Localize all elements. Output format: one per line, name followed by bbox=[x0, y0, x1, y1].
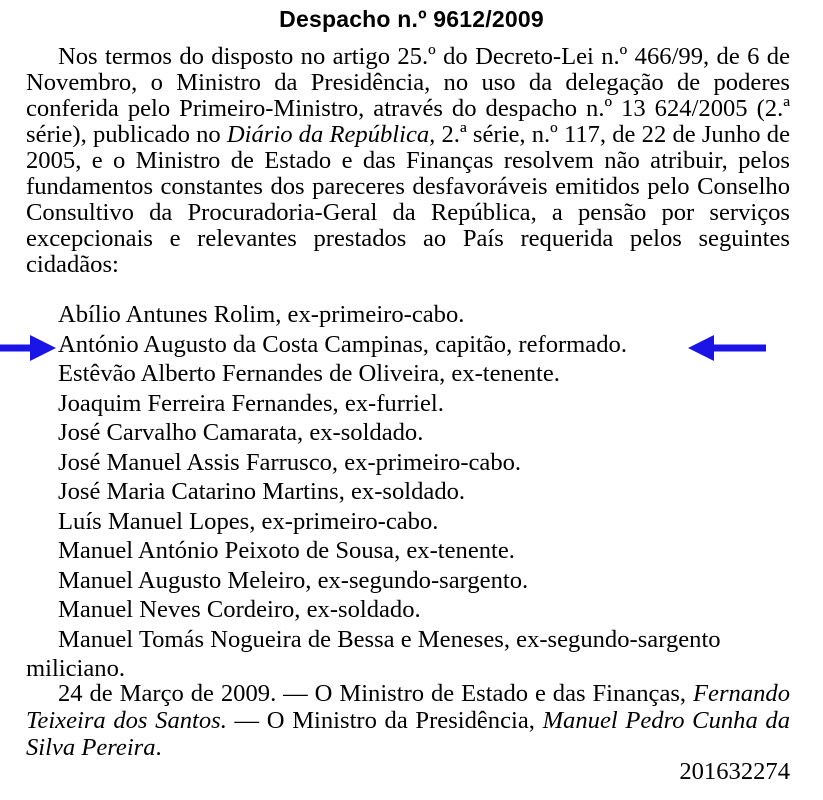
list-item: Manuel António Peixoto de Sousa, ex-tenente. bbox=[58, 537, 515, 564]
signer-finance-minister: Fernando Teixeira dos Santos. bbox=[26, 680, 790, 734]
list-item: Luís Manuel Lopes, ex-primeiro-cabo. bbox=[58, 507, 439, 535]
closing-paragraph bbox=[26, 680, 790, 761]
list-item-last-line2: miliciano. bbox=[26, 655, 126, 682]
list-item: Abílio Antunes Rolim, ex-primeiro-cabo. bbox=[58, 301, 465, 328]
intro-italic-publication: Diário da República, bbox=[226, 121, 436, 148]
arrow-right-icon bbox=[0, 332, 58, 364]
list-item: Manuel Augusto Meleiro, ex-segundo-sargento. bbox=[58, 566, 529, 594]
document-code: 201632274 bbox=[679, 758, 790, 785]
closing-end: . bbox=[155, 734, 162, 761]
closing-date: 24 de Março de 2009. — O Ministro de Estado e das Finanças, bbox=[58, 680, 693, 707]
list-item: Manuel Neves Cordeiro, ex-soldado. bbox=[58, 596, 421, 623]
intro-text-part2: 2.ª série, n.º 117, de 22 de Junho de 2005, e o Ministro de Estado e das Finanças resolvem não atribuir, pelos fundamentos constantes dos pareceres desfavoráveis emitidos pelo Conselho Consultivo da Procuradoria-Geral da República, a pensão por serviços excepcionais e relevantes prestados ao País requerida pelos seguintes cidadãos: bbox=[26, 121, 790, 278]
intro-text-part1: Nos termos do disposto no artigo 25.º do Decreto-Lei n.º 466/99, de 6 de Novembro, o Ministro da Presidência, no uso da delegação de poderes conferida pelo Primeiro-Ministro, através do despacho n.º 13 624/2005 (2.ª série), publicado no bbox=[26, 43, 790, 148]
list-item: Estêvão Alberto Fernandes de Oliveira, ex-tenente. bbox=[58, 360, 560, 387]
list-item-last bbox=[26, 625, 790, 684]
list-item: José Maria Catarino Martins, ex-soldado. bbox=[58, 478, 466, 505]
document-title: Despacho n.º 9612/2009 bbox=[279, 6, 544, 32]
list-item: José Manuel Assis Farrusco, ex-primeiro-cabo. bbox=[58, 448, 522, 476]
list-item-last-line1: Manuel Tomás Nogueira de Bessa e Meneses, ex-segundo-sargento bbox=[58, 625, 721, 653]
intro-paragraph bbox=[26, 44, 790, 278]
closing-middle: — O Ministro da Presidência, bbox=[226, 707, 543, 734]
list-item: Joaquim Ferreira Fernandes, ex-furriel. bbox=[58, 389, 444, 417]
names-list bbox=[26, 300, 790, 684]
signer-presidency-minister: Manuel Pedro Cunha da Silva Pereira bbox=[26, 707, 790, 761]
list-item: José Carvalho Camarata, ex-soldado. bbox=[58, 419, 424, 446]
arrow-left-icon bbox=[686, 332, 768, 364]
list-item-highlighted: António Augusto da Costa Campinas, capitão, reformado. bbox=[58, 330, 627, 358]
